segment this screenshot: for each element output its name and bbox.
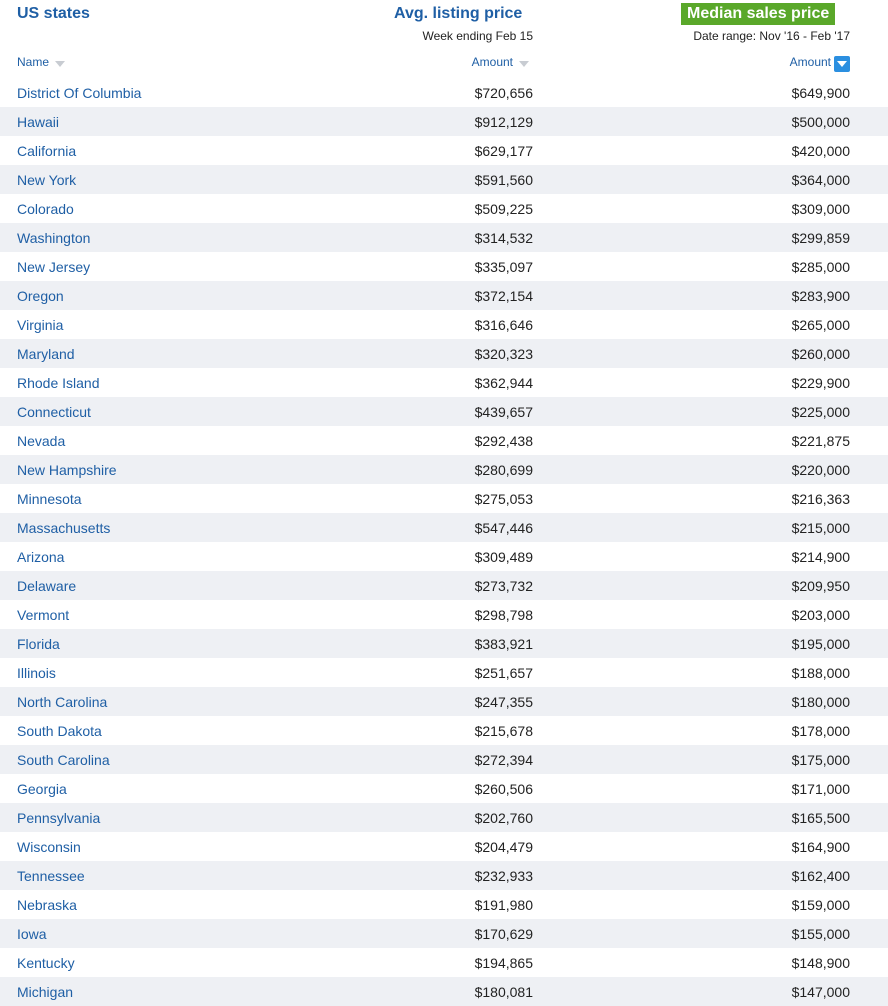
state-name-link[interactable]: Wisconsin bbox=[17, 839, 81, 855]
median-sales-price-value: $164,900 bbox=[791, 839, 850, 855]
state-name-link[interactable]: South Carolina bbox=[17, 752, 110, 768]
state-name-link[interactable]: North Carolina bbox=[17, 694, 108, 710]
table-row bbox=[0, 629, 888, 658]
table-row bbox=[0, 745, 888, 774]
median-sales-price-value: $229,900 bbox=[791, 375, 850, 391]
state-name-link[interactable]: New Hampshire bbox=[17, 462, 117, 478]
table-row bbox=[0, 281, 888, 310]
median-sales-price-value: $195,000 bbox=[791, 636, 850, 652]
median-sales-price-value: $175,000 bbox=[791, 752, 850, 768]
median-sales-price-value: $420,000 bbox=[791, 143, 850, 159]
avg-amount-column-header[interactable] bbox=[472, 54, 532, 70]
median-amount-column-label: Amount bbox=[789, 55, 831, 69]
state-name-link[interactable]: Connecticut bbox=[17, 404, 91, 420]
avg-listing-price-value: $247,355 bbox=[474, 694, 533, 710]
table-row bbox=[0, 136, 888, 165]
avg-listing-price-value: $251,657 bbox=[474, 665, 533, 681]
table-row bbox=[0, 687, 888, 716]
table-row bbox=[0, 397, 888, 426]
state-name-link[interactable]: Arizona bbox=[17, 549, 65, 565]
avg-listing-price-value: $280,699 bbox=[474, 462, 533, 478]
median-sales-price-value: $155,000 bbox=[791, 926, 850, 942]
avg-listing-price-value: $292,438 bbox=[474, 433, 533, 449]
state-name-link[interactable]: Virginia bbox=[17, 317, 64, 333]
median-sales-price-value: $221,875 bbox=[791, 433, 850, 449]
table-row bbox=[0, 890, 888, 919]
name-column-label: Name bbox=[17, 55, 50, 69]
state-name-link[interactable]: Nevada bbox=[17, 433, 66, 449]
median-sales-price-value: $214,900 bbox=[791, 549, 850, 565]
median-sales-price-value: $171,000 bbox=[791, 781, 850, 797]
avg-listing-price-value: $202,760 bbox=[474, 810, 533, 826]
avg-listing-price-heading: Avg. listing price bbox=[394, 5, 523, 22]
median-sales-price-value: $500,000 bbox=[791, 114, 850, 130]
table-row bbox=[0, 658, 888, 687]
table-row bbox=[0, 310, 888, 339]
table-row bbox=[0, 165, 888, 194]
avg-listing-price-value: $215,678 bbox=[474, 723, 533, 739]
table-row bbox=[0, 455, 888, 484]
table-row bbox=[0, 426, 888, 455]
table-row bbox=[0, 803, 888, 832]
state-name-link[interactable]: Pennsylvania bbox=[17, 810, 101, 826]
avg-listing-price-value: $320,323 bbox=[474, 346, 533, 362]
avg-listing-price-value: $309,489 bbox=[474, 549, 533, 565]
table-row bbox=[0, 78, 888, 107]
median-sales-price-value: $209,950 bbox=[791, 578, 850, 594]
avg-listing-price-value: $191,980 bbox=[474, 897, 533, 913]
table-row bbox=[0, 252, 888, 281]
state-name-link[interactable]: Georgia bbox=[17, 781, 67, 797]
median-sales-price-heading: Median sales price bbox=[681, 3, 835, 25]
state-name-link[interactable]: Iowa bbox=[17, 926, 47, 942]
median-sales-price-value: $285,000 bbox=[791, 259, 850, 275]
median-sales-price-value: $364,000 bbox=[791, 172, 850, 188]
table-row bbox=[0, 977, 888, 1006]
median-sales-price-value: $299,859 bbox=[791, 230, 850, 246]
median-sales-date-range: Date range: Nov '16 - Feb '17 bbox=[693, 29, 850, 43]
name-column-header[interactable] bbox=[17, 54, 68, 70]
table-row bbox=[0, 832, 888, 861]
table-row bbox=[0, 919, 888, 948]
median-sales-price-value: $216,363 bbox=[791, 491, 850, 507]
state-name-link[interactable]: Colorado bbox=[17, 201, 74, 217]
avg-listing-price-value: $232,933 bbox=[474, 868, 533, 884]
median-sales-price-value: $180,000 bbox=[791, 694, 850, 710]
state-name-link[interactable]: Minnesota bbox=[17, 491, 82, 507]
state-name-link[interactable]: Michigan bbox=[17, 984, 74, 1000]
table-row bbox=[0, 339, 888, 368]
table-row bbox=[0, 716, 888, 745]
state-name-link[interactable]: New Jersey bbox=[17, 259, 91, 275]
avg-listing-price-value: $298,798 bbox=[474, 607, 533, 623]
avg-listing-price-value: $316,646 bbox=[474, 317, 533, 333]
avg-listing-price-value: $591,560 bbox=[474, 172, 533, 188]
median-sales-price-value: $265,000 bbox=[791, 317, 850, 333]
median-sales-price-value: $215,000 bbox=[791, 520, 850, 536]
avg-amount-column-label: Amount bbox=[471, 55, 513, 69]
table-body bbox=[0, 78, 888, 1006]
avg-listing-price-value: $362,944 bbox=[474, 375, 533, 391]
avg-listing-date-note: Week ending Feb 15 bbox=[422, 29, 533, 43]
table-row bbox=[0, 107, 888, 136]
state-name-link[interactable]: Rhode Island bbox=[17, 375, 100, 391]
state-name-link[interactable]: Tennessee bbox=[17, 868, 85, 884]
avg-listing-price-value: $335,097 bbox=[474, 259, 533, 275]
median-sales-price-value: $220,000 bbox=[791, 462, 850, 478]
avg-listing-price-value: $629,177 bbox=[474, 143, 533, 159]
state-name-link[interactable]: Kentucky bbox=[17, 955, 75, 971]
table-row bbox=[0, 368, 888, 397]
state-name-link[interactable]: Florida bbox=[17, 636, 60, 652]
avg-listing-price-value: $372,154 bbox=[474, 288, 533, 304]
state-name-link[interactable]: Delaware bbox=[17, 578, 77, 594]
avg-listing-price-value: $273,732 bbox=[474, 578, 533, 594]
avg-listing-price-value: $509,225 bbox=[474, 201, 533, 217]
median-sales-price-value: $162,400 bbox=[791, 868, 850, 884]
avg-listing-price-value: $204,479 bbox=[474, 839, 533, 855]
state-name-link[interactable]: Illinois bbox=[17, 665, 56, 681]
avg-listing-price-value: $194,865 bbox=[474, 955, 533, 971]
table-row bbox=[0, 223, 888, 252]
table-header bbox=[0, 0, 888, 78]
avg-listing-price-value: $383,921 bbox=[474, 636, 533, 652]
sort-desc-active-icon[interactable] bbox=[834, 56, 850, 72]
median-sales-price-value: $260,000 bbox=[791, 346, 850, 362]
state-name-link[interactable]: Massachusetts bbox=[17, 520, 111, 536]
median-sales-price-value: $309,000 bbox=[791, 201, 850, 217]
median-sales-price-value: $188,000 bbox=[791, 665, 850, 681]
table-row bbox=[0, 774, 888, 803]
table-row bbox=[0, 194, 888, 223]
table-row bbox=[0, 484, 888, 513]
avg-listing-price-value: $180,081 bbox=[474, 984, 533, 1000]
table-row bbox=[0, 948, 888, 977]
state-name-link[interactable]: Oregon bbox=[17, 288, 64, 304]
table-row bbox=[0, 600, 888, 629]
sort-arrow-icon[interactable] bbox=[52, 56, 68, 72]
state-name-link[interactable]: Washington bbox=[17, 230, 91, 246]
table-row bbox=[0, 571, 888, 600]
median-sales-price-value: $165,500 bbox=[791, 810, 850, 826]
avg-listing-price-value: $170,629 bbox=[474, 926, 533, 942]
sort-arrow-icon[interactable] bbox=[516, 56, 532, 72]
median-sales-price-value: $203,000 bbox=[791, 607, 850, 623]
state-name-link[interactable]: Maryland bbox=[17, 346, 75, 362]
avg-listing-price-value: $720,656 bbox=[474, 85, 533, 101]
median-sales-price-value: $649,900 bbox=[791, 85, 850, 101]
state-name-link[interactable]: Vermont bbox=[17, 607, 70, 623]
state-name-link[interactable]: Nebraska bbox=[17, 897, 77, 913]
avg-listing-price-value: $912,129 bbox=[474, 114, 533, 130]
table-row bbox=[0, 861, 888, 890]
avg-listing-price-value: $260,506 bbox=[474, 781, 533, 797]
state-name-link[interactable]: New York bbox=[17, 172, 77, 188]
median-sales-price-value: $147,000 bbox=[791, 984, 850, 1000]
median-sales-price-value: $283,900 bbox=[791, 288, 850, 304]
median-sales-price-value: $225,000 bbox=[791, 404, 850, 420]
state-name-link[interactable]: Hawaii bbox=[17, 114, 60, 130]
avg-listing-price-value: $314,532 bbox=[474, 230, 533, 246]
table-row bbox=[0, 513, 888, 542]
avg-listing-price-value: $547,446 bbox=[474, 520, 533, 536]
avg-listing-price-value: $439,657 bbox=[474, 404, 533, 420]
median-sales-price-value: $159,000 bbox=[791, 897, 850, 913]
median-amount-column-header[interactable] bbox=[790, 54, 850, 70]
avg-listing-price-value: $272,394 bbox=[474, 752, 533, 768]
median-sales-price-value: $178,000 bbox=[791, 723, 850, 739]
table-row bbox=[0, 542, 888, 571]
state-name-link[interactable]: California bbox=[17, 143, 77, 159]
us-states-heading: US states bbox=[17, 5, 90, 22]
avg-listing-price-value: $275,053 bbox=[474, 491, 533, 507]
median-sales-price-value: $148,900 bbox=[791, 955, 850, 971]
state-name-link[interactable]: South Dakota bbox=[17, 723, 102, 739]
state-name-link[interactable]: District Of Columbia bbox=[17, 85, 142, 101]
